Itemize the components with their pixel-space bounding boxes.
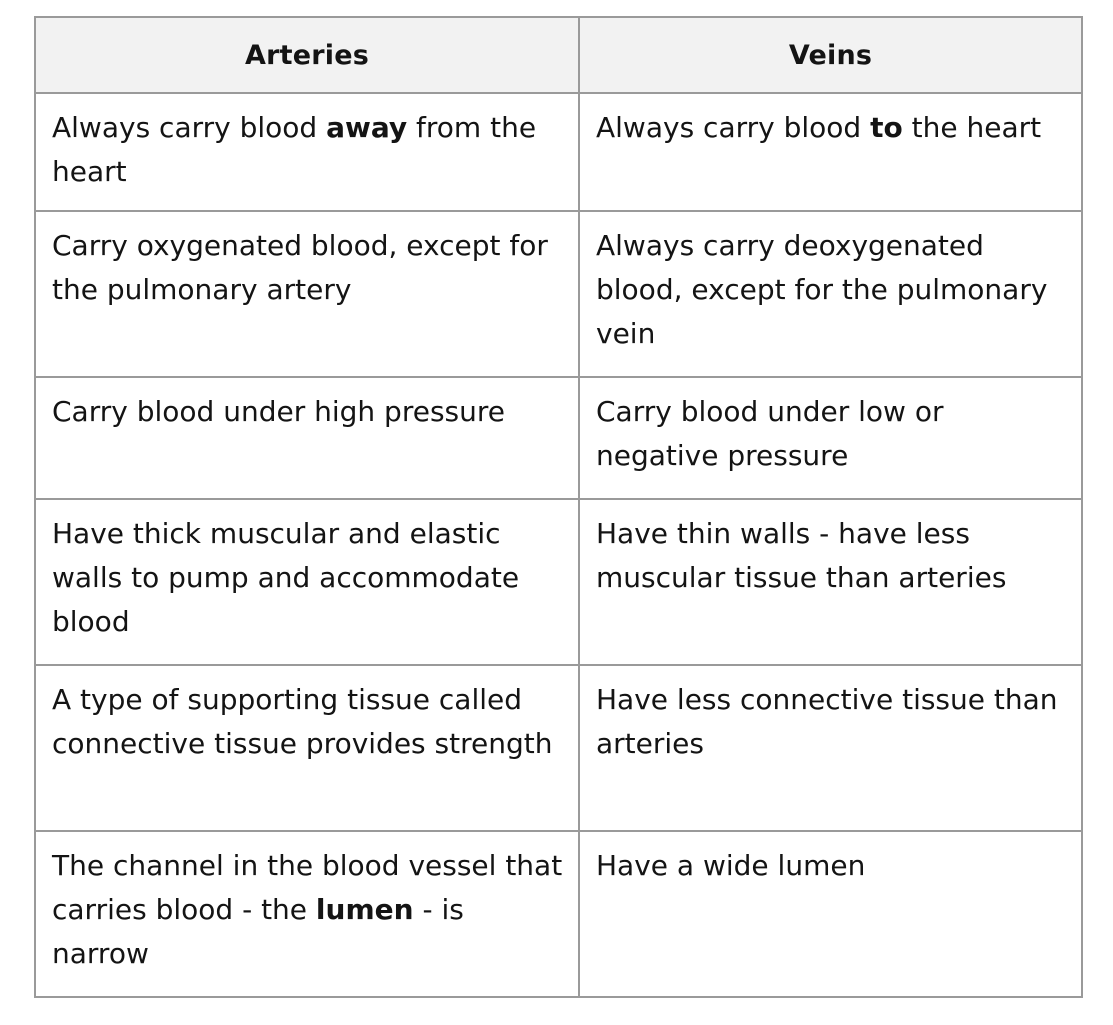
cell-text: Carry blood under high pressure <box>52 395 505 428</box>
cell-arteries <box>35 93 579 211</box>
cell-text: The channel in the blood vessel that carries blood - the <box>52 849 563 926</box>
cell-text: - is narrow <box>52 893 464 970</box>
table-row <box>35 665 1082 831</box>
cell-arteries <box>35 377 579 499</box>
cell-arteries <box>35 211 579 377</box>
cell-text: Carry oxygenated blood, except for the pulmonary artery <box>52 229 548 306</box>
cell-text: Have a wide lumen <box>596 849 866 882</box>
cell-text: Have less connective tissue than arteries <box>596 683 1058 760</box>
emphasis-text: away <box>326 111 408 144</box>
header-veins: Veins <box>579 17 1082 93</box>
cell-text: Always carry deoxygenated blood, except for the pulmonary vein <box>596 229 1048 350</box>
header-arteries: Arteries <box>35 17 579 93</box>
cell-arteries <box>35 831 579 997</box>
cell-veins <box>579 93 1082 211</box>
cell-veins <box>579 211 1082 377</box>
header-row <box>35 17 1082 93</box>
table-row <box>35 831 1082 997</box>
cell-text: A type of supporting tissue called connective tissue provides strength <box>52 683 553 760</box>
cell-arteries <box>35 499 579 665</box>
emphasis-text: to <box>870 111 903 144</box>
cell-veins <box>579 377 1082 499</box>
cell-text: Always carry blood <box>596 111 871 144</box>
cell-text: from the heart <box>52 111 537 188</box>
cell-text: Carry blood under low or negative pressure <box>596 395 944 472</box>
table-row <box>35 93 1082 211</box>
table-row <box>35 499 1082 665</box>
cell-text: the heart <box>902 111 1042 144</box>
cell-veins <box>579 831 1082 997</box>
cell-text: Have thin walls - have less muscular tissue than arteries <box>596 517 1007 594</box>
cell-text: Always carry blood <box>52 111 327 144</box>
arteries-veins-table <box>34 16 1083 998</box>
cell-veins <box>579 499 1082 665</box>
cell-veins <box>579 665 1082 831</box>
cell-text: Have thick muscular and elastic walls to pump and accommodate blood <box>52 517 520 638</box>
table-row <box>35 377 1082 499</box>
emphasis-text: lumen <box>315 893 414 926</box>
cell-arteries <box>35 665 579 831</box>
table-row <box>35 211 1082 377</box>
